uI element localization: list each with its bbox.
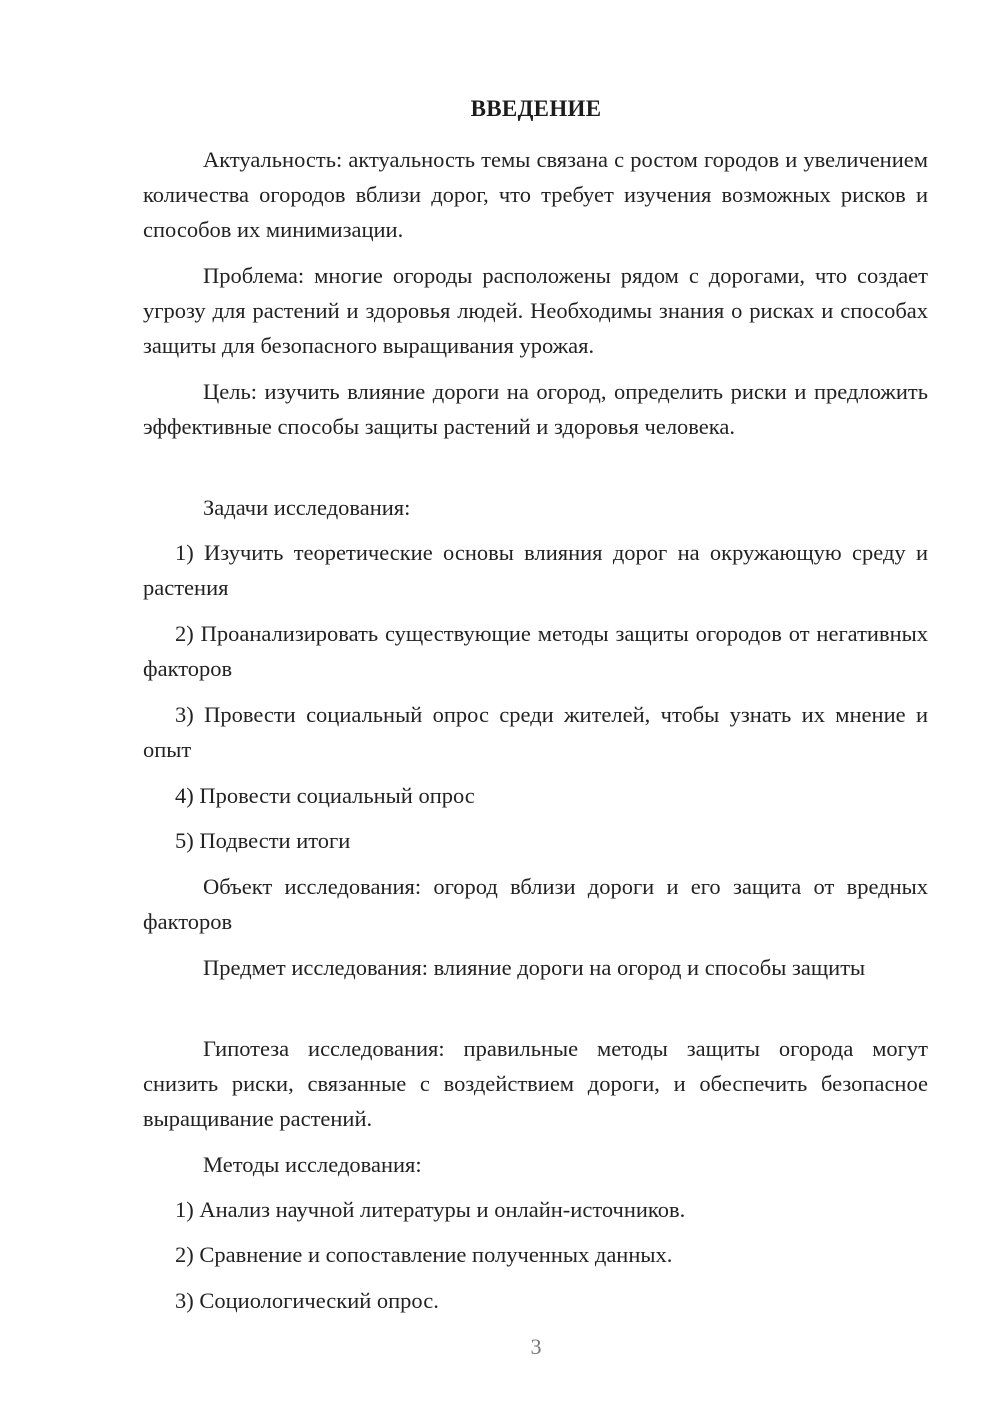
paragraph-goal: Цель: изучить влияние дороги на огород, определить риски и предложить эффективные способы защиты растений и здоровья человека. <box>143 379 928 439</box>
paragraph-relevance: Актуальность: актуальность темы связана с ростом городов и увеличением количества огородов вблизи дорог, что требует изучения возможных рисков и способов их минимизации. <box>143 147 928 242</box>
paragraph-subject: Предмет исследования: влияние дороги на огород и способы защиты <box>203 955 866 980</box>
method-item-2: 2) Сравнение и сопоставление полученных данных. <box>175 1242 673 1267</box>
task-item-2: 2) Проанализировать существующие методы защиты огородов от негативных факторов <box>143 621 928 681</box>
task-item-4: 4) Провести социальный опрос <box>175 783 475 808</box>
method-item-3: 3) Социологический опрос. <box>175 1288 439 1313</box>
paragraph-problem: Проблема: многие огороды расположены рядом с дорогами, что создает угрозу для растений и здоровья людей. Необходимы знания о рисках и способах защиты для безопасного выращивания урожая. <box>143 263 928 358</box>
paragraph-hypothesis: Гипотеза исследования: правильные методы защиты огорода могут снизить риски, связанные с воздействием дороги, и обеспечить безопасное выращивание растений. <box>143 1036 928 1131</box>
page-title: ВВЕДЕНИЕ <box>470 96 602 121</box>
paragraph-object: Объект исследования: огород вблизи дороги и его защита от вредных факторов <box>143 874 928 934</box>
page-number: 3 <box>530 1334 542 1359</box>
task-item-5: 5) Подвести итоги <box>175 828 351 853</box>
methods-heading: Методы исследования: <box>203 1152 422 1177</box>
tasks-heading: Задачи исследования: <box>203 495 411 520</box>
task-item-3: 3) Провести социальный опрос среди жителей, чтобы узнать их мнение и опыт <box>143 702 928 762</box>
method-item-1: 1) Анализ научной литературы и онлайн-источников. <box>175 1197 686 1222</box>
task-item-1: 1) Изучить теоретические основы влияния дорог на окружающую среду и растения <box>143 540 928 600</box>
